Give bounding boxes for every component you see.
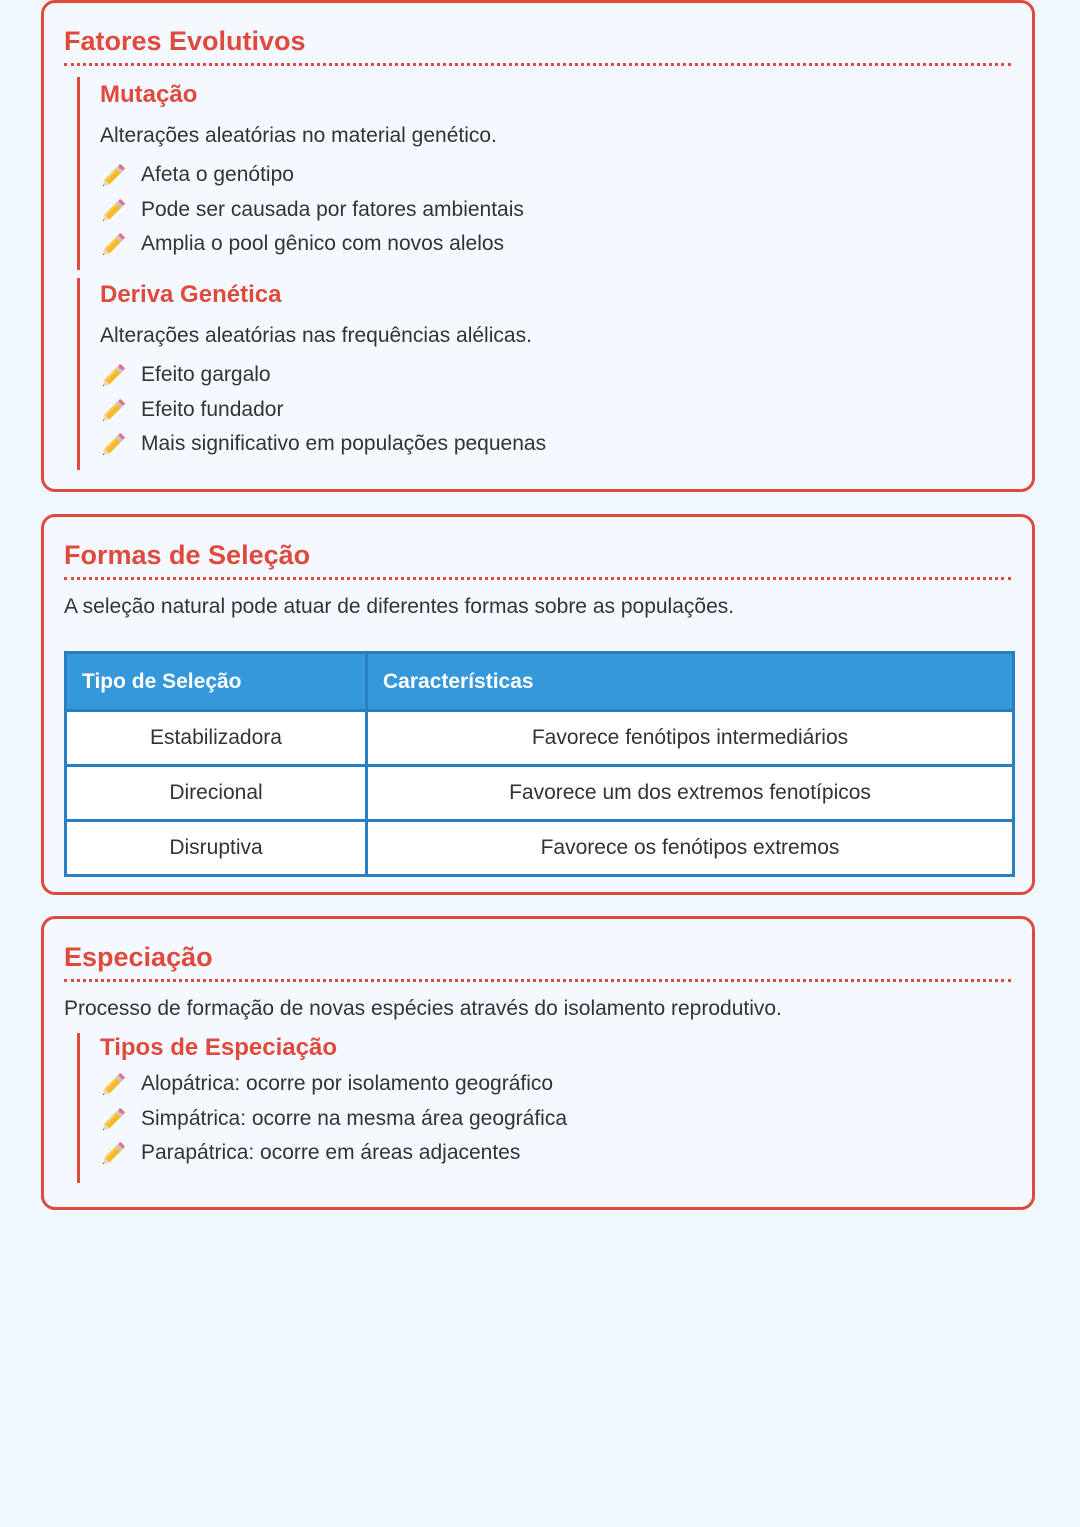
table-cell: Favorece um dos extremos fenotípicos [367, 766, 1014, 821]
table-header-row [66, 653, 1014, 711]
sub-title-mutacao: Mutação [100, 81, 198, 108]
pencil-icon [100, 430, 128, 458]
sub-block-deriva [77, 278, 1011, 470]
pencil-icon [100, 396, 128, 424]
tipos-list [100, 1067, 1011, 1171]
table-row [66, 711, 1014, 766]
table-cell: Favorece fenótipos intermediários [367, 711, 1014, 766]
pencil-icon [100, 1105, 128, 1133]
section-title-especiacao: Especiação [64, 919, 1011, 982]
table-cell: Disruptiva [66, 821, 367, 876]
sub-block-tipos-especiacao [77, 1033, 1011, 1183]
pencil-icon [100, 1070, 128, 1098]
sub-title-deriva: Deriva Genética [100, 281, 282, 308]
table-header-tipo: Tipo de Seleção [66, 653, 367, 711]
list-item: Parapátrica: ocorre em áreas adjacentes [100, 1136, 1011, 1171]
card-fatores-evolutivos [41, 0, 1035, 492]
list-item: Amplia o pool gênico com novos alelos [100, 227, 1011, 262]
pencil-icon [100, 230, 128, 258]
list-item: Efeito fundador [100, 393, 1011, 428]
table-cell: Estabilizadora [66, 711, 367, 766]
table-cell: Favorece os fenótipos extremos [367, 821, 1014, 876]
selection-table [64, 651, 1015, 877]
table-header-caracteristicas: Características [367, 653, 1014, 711]
list-item: Mais significativo em populações pequenas [100, 427, 1011, 462]
list-item: Simpátrica: ocorre na mesma área geográfica [100, 1102, 1011, 1137]
table-row [66, 766, 1014, 821]
table-cell: Direcional [66, 766, 367, 821]
table-row [66, 821, 1014, 876]
mutacao-list [100, 158, 1011, 262]
especiacao-intro: Processo de formação de novas espécies através do isolamento reprodutivo. [64, 997, 782, 1020]
pencil-icon [100, 1139, 128, 1167]
sub-block-mutacao [77, 77, 1011, 270]
sub-title-tipos: Tipos de Especiação [100, 1034, 337, 1061]
deriva-description: Alterações aleatórias nas frequências alélicas. [100, 324, 532, 347]
list-item: Pode ser causada por fatores ambientais [100, 193, 1011, 228]
section-title-selecao: Formas de Seleção [64, 517, 1011, 580]
list-item: Alopátrica: ocorre por isolamento geográfico [100, 1067, 1011, 1102]
list-item: Efeito gargalo [100, 358, 1011, 393]
card-formas-de-selecao [41, 514, 1035, 895]
deriva-list [100, 358, 1011, 462]
list-item: Afeta o genótipo [100, 158, 1011, 193]
mutacao-description: Alterações aleatórias no material genético. [100, 124, 497, 147]
pencil-icon [100, 161, 128, 189]
selecao-intro: A seleção natural pode atuar de diferentes formas sobre as populações. [64, 595, 735, 618]
section-title-fatores: Fatores Evolutivos [64, 3, 1011, 66]
card-especiacao [41, 916, 1035, 1210]
pencil-icon [100, 196, 128, 224]
pencil-icon [100, 361, 128, 389]
